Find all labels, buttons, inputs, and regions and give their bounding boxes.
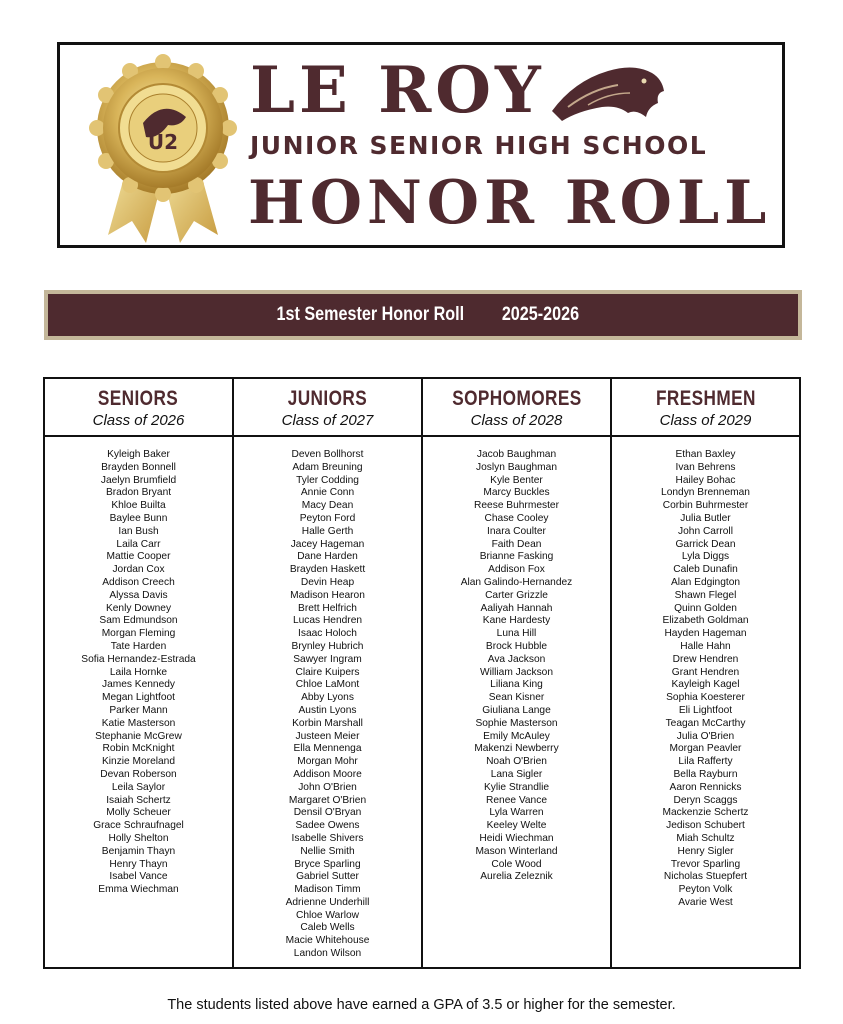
student-name: Caleb Wells (300, 922, 355, 934)
student-name: Abby Lyons (301, 692, 354, 704)
student-name: Alyssa Davis (109, 589, 168, 601)
student-name: Deven Bollhorst (291, 449, 364, 460)
column-class-of: Class of 2028 (470, 412, 563, 429)
student-name: Tyler Codding (296, 474, 359, 486)
medal-u2-text: U2 (147, 130, 179, 154)
student-list (45, 437, 232, 897)
student-name: Elizabeth Goldman (662, 615, 749, 627)
student-name: Aaliyah Hannah (480, 602, 553, 614)
student-name: Inara Coulter (487, 525, 546, 537)
student-name: Jaelyn Brumfield (100, 474, 177, 486)
student-name: Gabriel Sutter (296, 871, 359, 883)
student-name: Eli Lightfoot (678, 704, 733, 716)
student-name: Madison Timm (294, 884, 361, 896)
student-name: Tate Harden (110, 640, 167, 652)
student-name: Reese Buhrmester (474, 500, 559, 512)
column-header (612, 379, 799, 437)
column-header (423, 379, 610, 437)
student-name: Miah Schultz (676, 832, 735, 844)
student-name: Drew Hendren (672, 653, 739, 665)
student-name: Halle Gerth (301, 525, 354, 537)
student-name: Lila Rafferty (678, 756, 733, 768)
student-name: Garrick Dean (675, 538, 736, 550)
student-name: Addison Moore (293, 768, 362, 780)
column-class-of: Class of 2029 (659, 412, 752, 429)
student-name: Julia O'Brien (676, 730, 735, 742)
student-name: Mackenzie Schertz (662, 807, 749, 819)
student-name: Macy Dean (301, 500, 354, 512)
student-list (234, 437, 421, 961)
student-name: Brianne Fasking (479, 551, 554, 563)
student-name: John O'Brien (298, 781, 357, 793)
student-name: Bradon Bryant (105, 487, 172, 499)
student-name: Leila Saylor (111, 781, 166, 793)
student-name: Laila Carr (116, 538, 161, 550)
student-name: Brayden Bonnell (101, 461, 176, 473)
student-name: Kyle Benter (490, 474, 543, 486)
student-name: Addison Creech (102, 576, 175, 588)
student-name: Kylie Strandlie (483, 781, 550, 793)
student-name: Adam Breuning (292, 461, 363, 473)
student-name: Margaret O'Brien (288, 794, 367, 806)
school-name-title: LE ROY (250, 53, 545, 128)
student-name: Annie Conn (300, 487, 355, 499)
student-name: Henry Thayn (109, 858, 168, 870)
student-name: Khloe Builta (111, 500, 166, 512)
banner-year: 2025-2026 (501, 304, 579, 325)
student-name: Teagan McCarthy (665, 717, 746, 729)
student-name: Jacey Hageman (290, 538, 365, 550)
student-name: Makenzi Newberry (474, 743, 559, 755)
column-sophomores (423, 379, 612, 967)
student-name: Faith Dean (491, 538, 542, 550)
student-name: Morgan Mohr (297, 756, 358, 768)
student-name: Aurelia Zeleznik (480, 871, 553, 883)
student-name: Parker Mann (109, 704, 168, 716)
student-name: William Jackson (479, 666, 554, 678)
student-name: Keeley Welte (486, 820, 547, 832)
student-name: Chase Cooley (484, 512, 549, 524)
student-name: Bella Rayburn (673, 768, 738, 780)
student-name: Sophia Koesterer (666, 692, 745, 704)
student-name: Emily McAuley (483, 730, 550, 742)
student-name: Katie Masterson (101, 717, 176, 729)
student-name: Benjamin Thayn (101, 845, 176, 857)
student-name: Jordan Cox (112, 564, 165, 576)
honor-roll-title: HONOR ROLL (248, 168, 772, 238)
student-name: Chloe LaMont (295, 679, 360, 691)
student-name: Dane Harden (297, 551, 358, 563)
student-name: Ian Bush (118, 525, 159, 537)
award-medal-icon (88, 53, 238, 245)
student-name: Mattie Cooper (106, 551, 171, 563)
school-subtitle: JUNIOR SENIOR HIGH SCHOOL (250, 131, 708, 160)
student-name: Aaron Rennicks (669, 781, 742, 793)
student-name: Alan Edgington (670, 576, 741, 588)
student-name: Peyton Ford (299, 512, 356, 524)
student-name: Densil O'Bryan (293, 807, 362, 819)
student-name: Kenly Downey (105, 602, 172, 614)
honor-roll-table (43, 377, 801, 969)
student-name: Sawyer Ingram (293, 653, 362, 665)
student-name: Morgan Peavler (669, 743, 742, 755)
student-name: Carter Grizzle (485, 589, 548, 601)
student-name: Kyleigh Baker (107, 449, 170, 460)
column-title: JUNIORS (287, 387, 368, 410)
column-title: SOPHOMORES (451, 387, 582, 410)
student-name: Ivan Behrens (675, 461, 736, 473)
student-name: Caleb Dunafin (673, 564, 738, 576)
student-name: Brock Hubble (485, 640, 548, 652)
student-name: Hailey Bohac (675, 474, 736, 486)
student-name: Bryce Sparling (294, 858, 361, 870)
student-name: Nicholas Stuepfert (663, 871, 748, 883)
student-name: Emma Wiechman (98, 884, 179, 896)
header-box (57, 42, 785, 248)
student-name: Landon Wilson (293, 948, 362, 960)
column-title: FRESHMEN (655, 387, 756, 410)
student-name: Claire Kuipers (295, 666, 360, 678)
student-name: Julia Butler (680, 512, 731, 524)
column-freshmen (612, 379, 799, 967)
student-name: Grant Hendren (671, 666, 740, 678)
student-name: Devan Roberson (100, 768, 177, 780)
student-name: Lyla Diggs (681, 551, 730, 563)
student-name: Peyton Volk (678, 884, 733, 896)
column-class-of: Class of 2026 (92, 412, 185, 429)
student-name: Londyn Brenneman (661, 487, 750, 499)
student-name: Avarie West (678, 896, 733, 908)
student-name: Robin McKnight (102, 743, 175, 755)
student-name: Sadee Owens (295, 820, 360, 832)
student-name: Halle Hahn (680, 640, 731, 652)
column-header (45, 379, 232, 437)
student-name: Henry Sigler (677, 845, 734, 857)
student-name: Brayden Haskett (289, 564, 366, 576)
student-name: Adrienne Underhill (285, 896, 370, 908)
student-name: Brynley Hubrich (291, 640, 364, 652)
gpa-footnote: The students listed above have earned a GPA of 3.5 or higher for the semester. (167, 997, 676, 1013)
student-name: Marcy Buckles (483, 487, 550, 499)
student-name: Liliana King (490, 679, 543, 691)
student-name: Quinn Golden (674, 602, 737, 614)
student-name: Nellie Smith (300, 845, 355, 857)
student-name: Devin Heap (300, 576, 355, 588)
student-name: Korbin Marshall (292, 717, 363, 729)
student-name: Lana Sigler (490, 768, 543, 780)
student-list (612, 437, 799, 910)
student-name: Justeen Meier (295, 730, 360, 742)
student-name: Corbin Buhrmester (662, 500, 749, 512)
student-name: Heidi Wiechman (479, 832, 554, 844)
student-name: Jedison Schubert (666, 820, 745, 832)
student-name: Mason Winterland (475, 845, 558, 857)
column-seniors (45, 379, 234, 967)
student-name: Renee Vance (486, 794, 547, 806)
student-name: Holly Shelton (108, 832, 169, 844)
student-name: Molly Scheuer (106, 807, 171, 819)
student-name: James Kennedy (101, 679, 176, 691)
student-name: Isabel Vance (109, 871, 168, 883)
banner-title: 1st Semester Honor Roll (276, 304, 465, 325)
student-name: John Carroll (678, 525, 733, 537)
student-name: Ava Jackson (487, 653, 546, 665)
student-name: Isabelle Shivers (291, 832, 364, 844)
student-name: Laila Hornke (109, 666, 168, 678)
student-name: Austin Lyons (298, 704, 357, 716)
student-name: Grace Schraufnagel (93, 820, 184, 832)
student-name: Baylee Bunn (109, 512, 168, 524)
student-name: Cole Wood (491, 858, 542, 870)
column-class-of: Class of 2027 (281, 412, 374, 429)
student-name: Luna Hill (496, 628, 537, 640)
student-name: Megan Lightfoot (101, 692, 176, 704)
student-name: Lucas Hendren (292, 615, 363, 627)
student-name: Trevor Sparling (670, 858, 741, 870)
student-name: Isaac Holoch (298, 628, 357, 640)
student-name: Ethan Baxley (675, 449, 736, 460)
student-name: Joslyn Baughman (476, 461, 557, 473)
student-name: Kane Hardesty (482, 615, 551, 627)
student-name: Ella Mennenga (293, 743, 362, 755)
panther-mascot-icon (548, 59, 668, 125)
student-name: Morgan Fleming (101, 628, 176, 640)
student-name: Stephanie McGrew (95, 730, 182, 742)
student-name: Chloe Warlow (295, 909, 360, 921)
student-name: Kinzie Moreland (101, 756, 176, 768)
student-name: Sophie Masterson (475, 717, 558, 729)
student-name: Kayleigh Kagel (671, 679, 740, 691)
student-name: Alan Galindo-Hernandez (460, 576, 573, 588)
student-list (423, 437, 610, 884)
student-name: Sam Edmundson (99, 615, 178, 627)
column-juniors (234, 379, 423, 967)
student-name: Hayden Hageman (664, 628, 747, 640)
student-name: Jacob Baughman (476, 449, 557, 460)
student-name: Noah O'Brien (486, 756, 547, 768)
semester-banner (44, 290, 802, 340)
column-header (234, 379, 421, 437)
student-name: Lyla Warren (489, 807, 544, 819)
student-name: Isaiah Schertz (106, 794, 171, 806)
student-name: Madison Hearon (290, 589, 365, 601)
student-name: Addison Fox (488, 564, 545, 576)
student-name: Deryn Scaggs (673, 794, 738, 806)
student-name: Macie Whitehouse (285, 935, 370, 947)
student-name: Shawn Flegel (674, 589, 737, 601)
student-name: Sofia Hernandez-Estrada (81, 653, 196, 665)
student-name: Brett Helfrich (298, 602, 357, 614)
column-title: SENIORS (98, 387, 179, 410)
student-name: Sean Kisner (488, 692, 545, 704)
student-name: Giuliana Lange (482, 704, 551, 716)
